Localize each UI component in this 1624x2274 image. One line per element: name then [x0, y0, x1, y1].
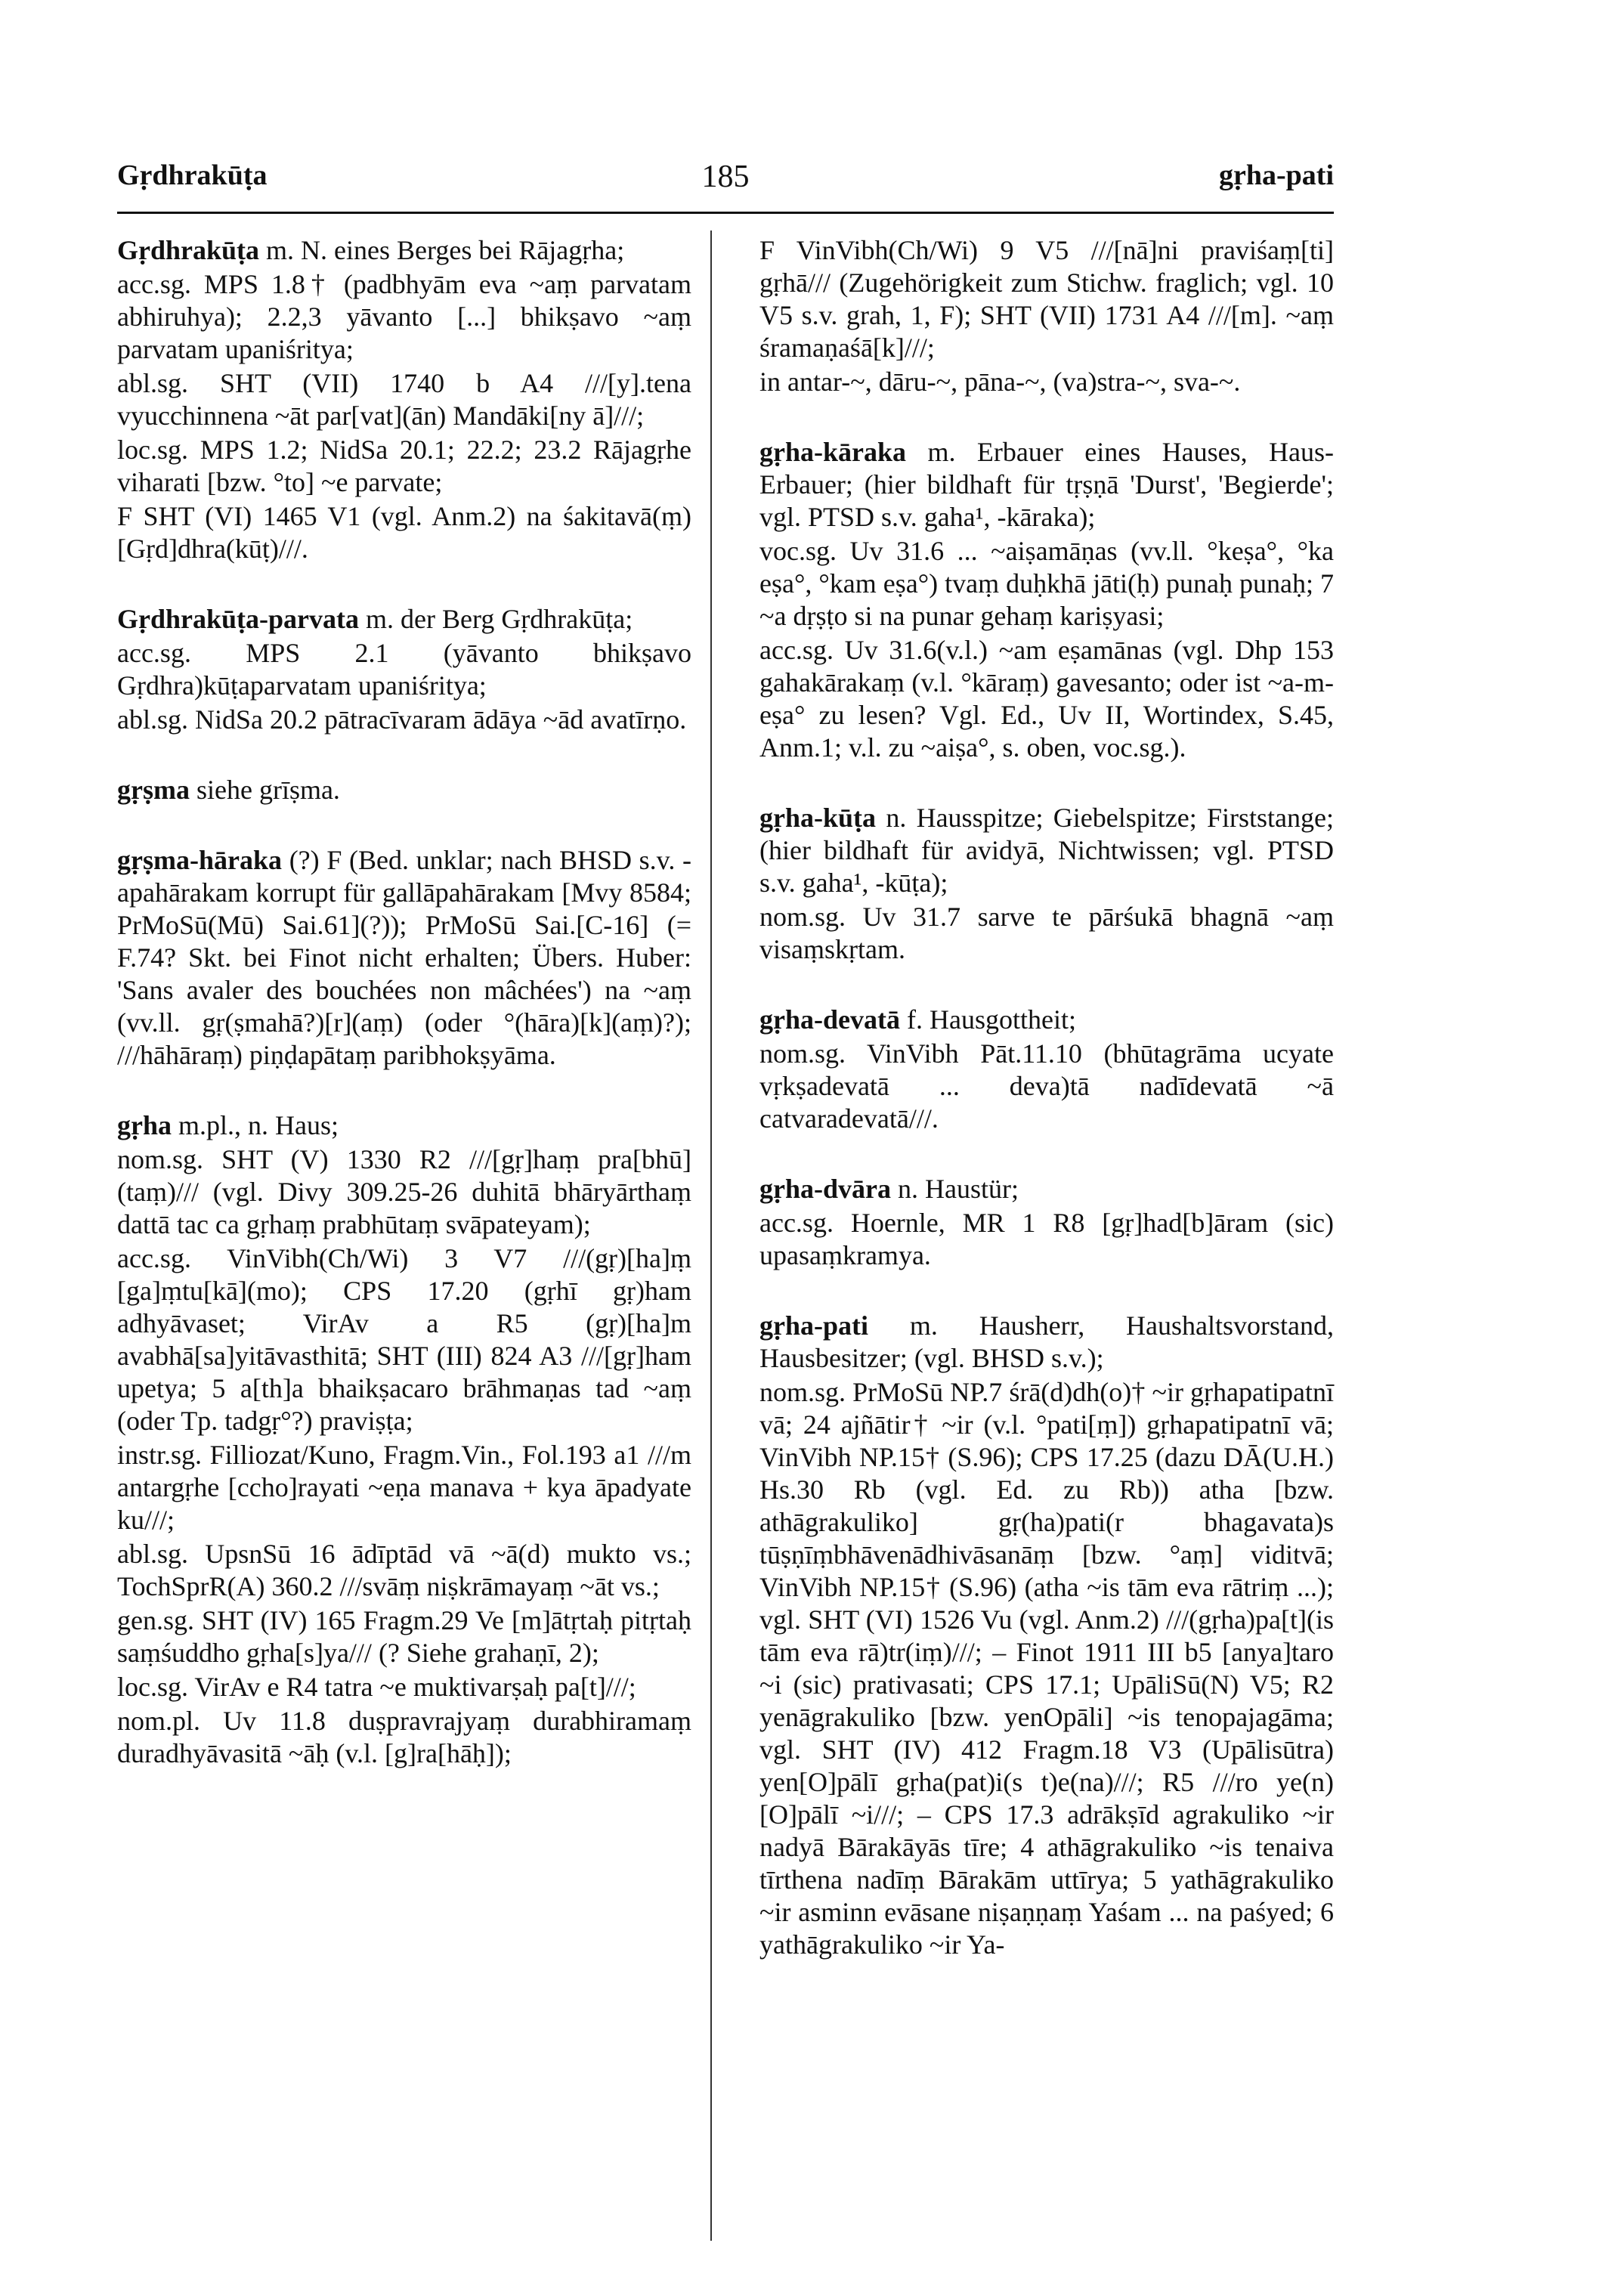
entry-definition: [117, 603, 691, 636]
entry-headword: Gṛdhrakūṭa-parvata: [117, 604, 360, 634]
dictionary-entry: [759, 1004, 1334, 1135]
entry-definition: [117, 774, 691, 806]
entry-citation: [117, 1242, 691, 1437]
entry-definition: [759, 1173, 1334, 1205]
entry-citation: [759, 366, 1334, 398]
entry-headword: gṛṣma-hāraka: [117, 845, 282, 875]
entry-headword: gṛha-kāraka: [759, 437, 907, 467]
entry-definition: [117, 234, 691, 267]
entry-citation: [117, 1439, 691, 1536]
entry-text: m. Hausherr, Haushaltsvorstand, Hausbesitzer; (vgl. BHSD s.v.);: [759, 1310, 1334, 1373]
entry-text: m. der Berg Gṛdhrakūṭa;: [366, 604, 633, 634]
header-left-headword: Gṛdhrakūṭa: [117, 159, 268, 191]
entry-headword: Gṛdhrakūṭa: [117, 235, 260, 265]
entry-text: loc.sg. VirAv e R4 tatra ~e muktivarṣaḥ pa[t]///;: [117, 1672, 636, 1702]
entry-definition: [759, 1004, 1334, 1036]
entry-citation: [759, 1038, 1334, 1135]
entry-text: nom.sg. PrMoSū NP.7 śrā(d)dh(o)† ~ir gṛhapatipatnī vā; 24 ajñātir† ~ir (v.l. °pati[ṃ]) gṛhapatipatnī vā; VinVibh NP.15† (S.96); CPS 17.25 (dazu DĀ(U.H.) Hs.30 Rb (vgl. Ed. zu Rb)) atha [bzw. athāgrakuliko] gṛ(ha)pati(r bhagavata)s tūṣṇīṃbhāvenādhivāsanāṃ [bzw. °aṃ] viditvā; VinVibh NP.15† (S.96) (atha ~is tām eva rātriṃ ...); vgl. SHT (VI) 1526 Vu (vgl. Anm.2) ///(gṛha)pa[t](is tām eva rā)tr(iṃ)///; – Finot 1911 III b5 [anya]taro ~i (sic) prativasati; CPS 17.1; UpāliSū(N) V5; R2 yenāgrakuliko [bzw. yenOpāli] ~is tenopajagāma; vgl. SHT (IV) 412 Fragm.18 V3 (Upālisūtra) yen[O]pālī gṛha(pat)i(s t)e(na)///; R5 ///ro ye(n)[O]pālī ~i///; – CPS 17.3 adrākṣīd agrakuliko ~ir nadyā Bārakāyās tīre; 4 athāgrakuliko ~is tenaiva tīrthena nadīṃ Bārakām uttīrya; 5 yathāgrakuliko ~ir asminn evāsane niṣaṇṇaṃ Yaśam ... na paśyed; 6 yathāgrakuliko ~ir Ya-: [759, 1377, 1334, 1960]
entry-definition: [117, 1109, 691, 1142]
entry-text: abl.sg. SHT (VII) 1740 b A4 ///[y].tena vyucchinnena ~āt par[vat](ān) Mandāki[ny ā]///;: [117, 368, 691, 431]
entry-text: abl.sg. NidSa 20.2 pātracīvaram ādāya ~ād avatīrṇo.: [117, 704, 687, 735]
dictionary-entry: [759, 802, 1334, 966]
dictionary-entry: [117, 1109, 691, 1770]
entry-definition: [759, 436, 1334, 534]
header-rule: [117, 212, 1334, 214]
entry-citation: [759, 1207, 1334, 1272]
dictionary-entry: [759, 234, 1334, 398]
entry-text: m.pl., n. Haus;: [178, 1110, 339, 1140]
entry-text: f. Hausgottheit;: [906, 1004, 1076, 1035]
entry-citation: [117, 1604, 691, 1669]
entry-text: gen.sg. SHT (IV) 165 Fragm.29 Ve [m]ātṛtaḥ pitṛtaḥ saṃśuddho gṛha[s]ya/// (? Siehe grahaṇī, 2);: [117, 1605, 691, 1668]
entry-citation: [759, 535, 1334, 633]
dictionary-entry: [117, 603, 691, 736]
entry-text: instr.sg. Filliozat/Kuno, Fragm.Vin., Fol.193 a1 ///m antargṛhe [ccho]rayati ~eṇa manava + kya āpadyate ku///;: [117, 1440, 691, 1535]
entry-citation: [117, 1705, 691, 1770]
entry-text: acc.sg. Uv 31.6(v.l.) ~am eṣamānas (vgl. Dhp 153 gahakārakaṃ (v.l. °kāraṃ) gavesanto; oder ist ~a-m-eṣa° zu lesen? Vgl. Ed., Uv II, Wortindex, S.45, Anm.1; v.l. zu ~aiṣa°, s. oben, voc.sg.).: [759, 635, 1334, 763]
entry-citation: [759, 1376, 1334, 1961]
entry-text: abl.sg. UpsnSū 16 ādīptād vā ~ā(d) mukto vs.; TochSprR(A) 360.2 ///svāṃ niṣkrāmayaṃ ~āt vs.;: [117, 1539, 691, 1601]
dictionary-entry: [759, 1173, 1334, 1272]
dictionary-entry: [117, 844, 691, 1072]
entry-headword: gṛha: [117, 1110, 172, 1140]
dictionary-entry: [117, 234, 691, 565]
entry-headword: gṛha-kūṭa: [759, 803, 877, 833]
entry-citation: [117, 500, 691, 565]
entry-headword: gṛha-dvāra: [759, 1174, 891, 1204]
entry-headword: gṛṣma: [117, 775, 190, 805]
entry-citation: [117, 704, 691, 736]
entry-definition: [759, 1310, 1334, 1375]
dictionary-entry: [759, 436, 1334, 764]
entry-text: n. Haustür;: [898, 1174, 1019, 1204]
entry-definition: [759, 802, 1334, 899]
entry-text: acc.sg. MPS 2.1 (yāvanto bhikṣavo Gṛdhra)kūṭaparvatam upaniśritya;: [117, 638, 691, 701]
entry-text: nom.sg. SHT (V) 1330 R2 ///[gṛ]haṃ pra[bhū](taṃ)/// (vgl. Divy 309.25-26 duhitā bhāryārthaṃ dattā tac ca gṛhaṃ prabhūtaṃ svāpateyam);: [117, 1144, 691, 1239]
dictionary-entry: [117, 774, 691, 806]
entry-text: siehe grīṣma.: [196, 775, 340, 805]
right-column: [759, 234, 1334, 1999]
entry-citation: [117, 268, 691, 366]
entry-definition: [117, 844, 691, 1072]
entry-citation: [117, 434, 691, 499]
entry-citation: [117, 1671, 691, 1703]
left-column: [117, 234, 691, 1808]
entry-text: (?) F (Bed. unklar; nach BHSD s.v. -apahārakam korrupt für gallāpahārakam [Mvy 8584; PrMoSū(Mū) Sai.61](?)); PrMoSū Sai.[C-16] (= F.74? Skt. bei Finot nicht erhalten; Übers. Huber: 'Sans avaler des bouchées non mâchées') na ~aṃ (vv.ll. gṛ(ṣmahā?)[r](aṃ) (oder °(hāra)[k](aṃ)?); ///hāhāraṃ) piṇḍapātaṃ paribhokṣyāma.: [117, 845, 692, 1070]
entry-text: acc.sg. MPS 1.8† (padbhyām eva ~aṃ parvatam abhiruhya); 2.2,3 yāvanto [...] bhikṣavo ~aṃ parvatam upaniśritya;: [117, 269, 691, 364]
entry-citation: [759, 634, 1334, 764]
entry-citation: [117, 637, 691, 702]
header-right-headword: gṛha-pati: [1219, 159, 1334, 191]
entry-citation: [117, 1143, 691, 1241]
entry-text: loc.sg. MPS 1.2; NidSa 20.1; 22.2; 23.2 Rājagṛhe viharati [bzw. °to] ~e parvate;: [117, 435, 691, 497]
entry-text: m. Erbauer eines Hauses, Haus-Erbauer; (hier bildhaft für tṛṣṇā 'Durst', 'Begierde'; vgl. PTSD s.v. gaha¹, -kāraka);: [759, 437, 1335, 532]
entry-text: F VinVibh(Ch/Wi) 9 V5 ///[nā]ni praviśaṃ[ti] gṛhā/// (Zugehörigkeit zum Stichw. fraglich; vgl. 10 V5 s.v. grah, 1, F); SHT (VII) 1731 A4 ///[m]. ~aṃ śramaṇaśā[k]///;: [759, 235, 1334, 363]
entry-citation: [117, 367, 691, 432]
entry-text: acc.sg. VinVibh(Ch/Wi) 3 V7 ///(gṛ)[ha]ṃ [ga]ṃtu[kā](mo); CPS 17.20 (gṛhī gṛ)ham adhyāvaset; VirAv a R5 (gṛ)[ha]m avabhā[sa]yitāvasthitā; SHT (III) 824 A3 ///[gṛ]ham upetya; 5 a[th]a bhaikṣacaro brāhmaṇas tad ~aṃ (oder Tp. tadgṛ°?) praviṣṭa;: [117, 1243, 691, 1436]
entry-headword: gṛha-pati: [759, 1310, 868, 1341]
entry-text: voc.sg. Uv 31.6 ... ~aiṣamāṇas (vv.ll. °keṣa°, °ka eṣa°, °kam eṣa°) tvaṃ duḥkhā jāti(ḥ) punaḥ punaḥ; 7 ~a dṛṣṭo si na punar gehaṃ kariṣyasi;: [759, 536, 1334, 631]
entry-text: n. Hausspitze; Giebelspitze; Firststange; (hier bildhaft für avidyā, Nichtwissen; vgl. PTSD s.v. gaha¹, -kūṭa);: [759, 803, 1335, 898]
entry-text: m. N. eines Berges bei Rājagṛha;: [266, 235, 625, 265]
entry-headword: gṛha-devatā: [759, 1004, 900, 1035]
entry-text: nom.pl. Uv 11.8 duṣpravrajyaṃ durabhiramaṃ duradhyāvasitā ~āḥ (v.l. [g]ra[hāḥ]);: [117, 1706, 691, 1768]
entry-definition: [759, 234, 1334, 364]
entry-citation: [759, 901, 1334, 966]
entry-text: in antar-~, dāru-~, pāna-~, (va)stra-~, sva-~.: [759, 367, 1241, 397]
entry-text: nom.sg. Uv 31.7 sarve te pārśukā bhagnā ~aṃ visaṃskṛtam.: [759, 902, 1334, 964]
column-divider: [710, 230, 712, 2241]
page-number: 185: [701, 159, 750, 194]
entry-text: F SHT (VI) 1465 V1 (vgl. Anm.2) na śakitavā(ṃ) [Gṛd]dhra(kūṭ)///.: [117, 501, 691, 564]
entry-citation: [117, 1538, 691, 1603]
entry-text: acc.sg. Hoernle, MR 1 R8 [gṛ]had[b]āram (sic) upasaṃkramya.: [759, 1208, 1334, 1270]
dictionary-entry: [759, 1310, 1334, 1961]
running-header: [117, 159, 1334, 204]
entry-text: nom.sg. VinVibh Pāt.11.10 (bhūtagrāma ucyate vṛkṣadevatā ... deva)tā nadīdevatā ~ā catvaradevatā///.: [759, 1038, 1334, 1134]
